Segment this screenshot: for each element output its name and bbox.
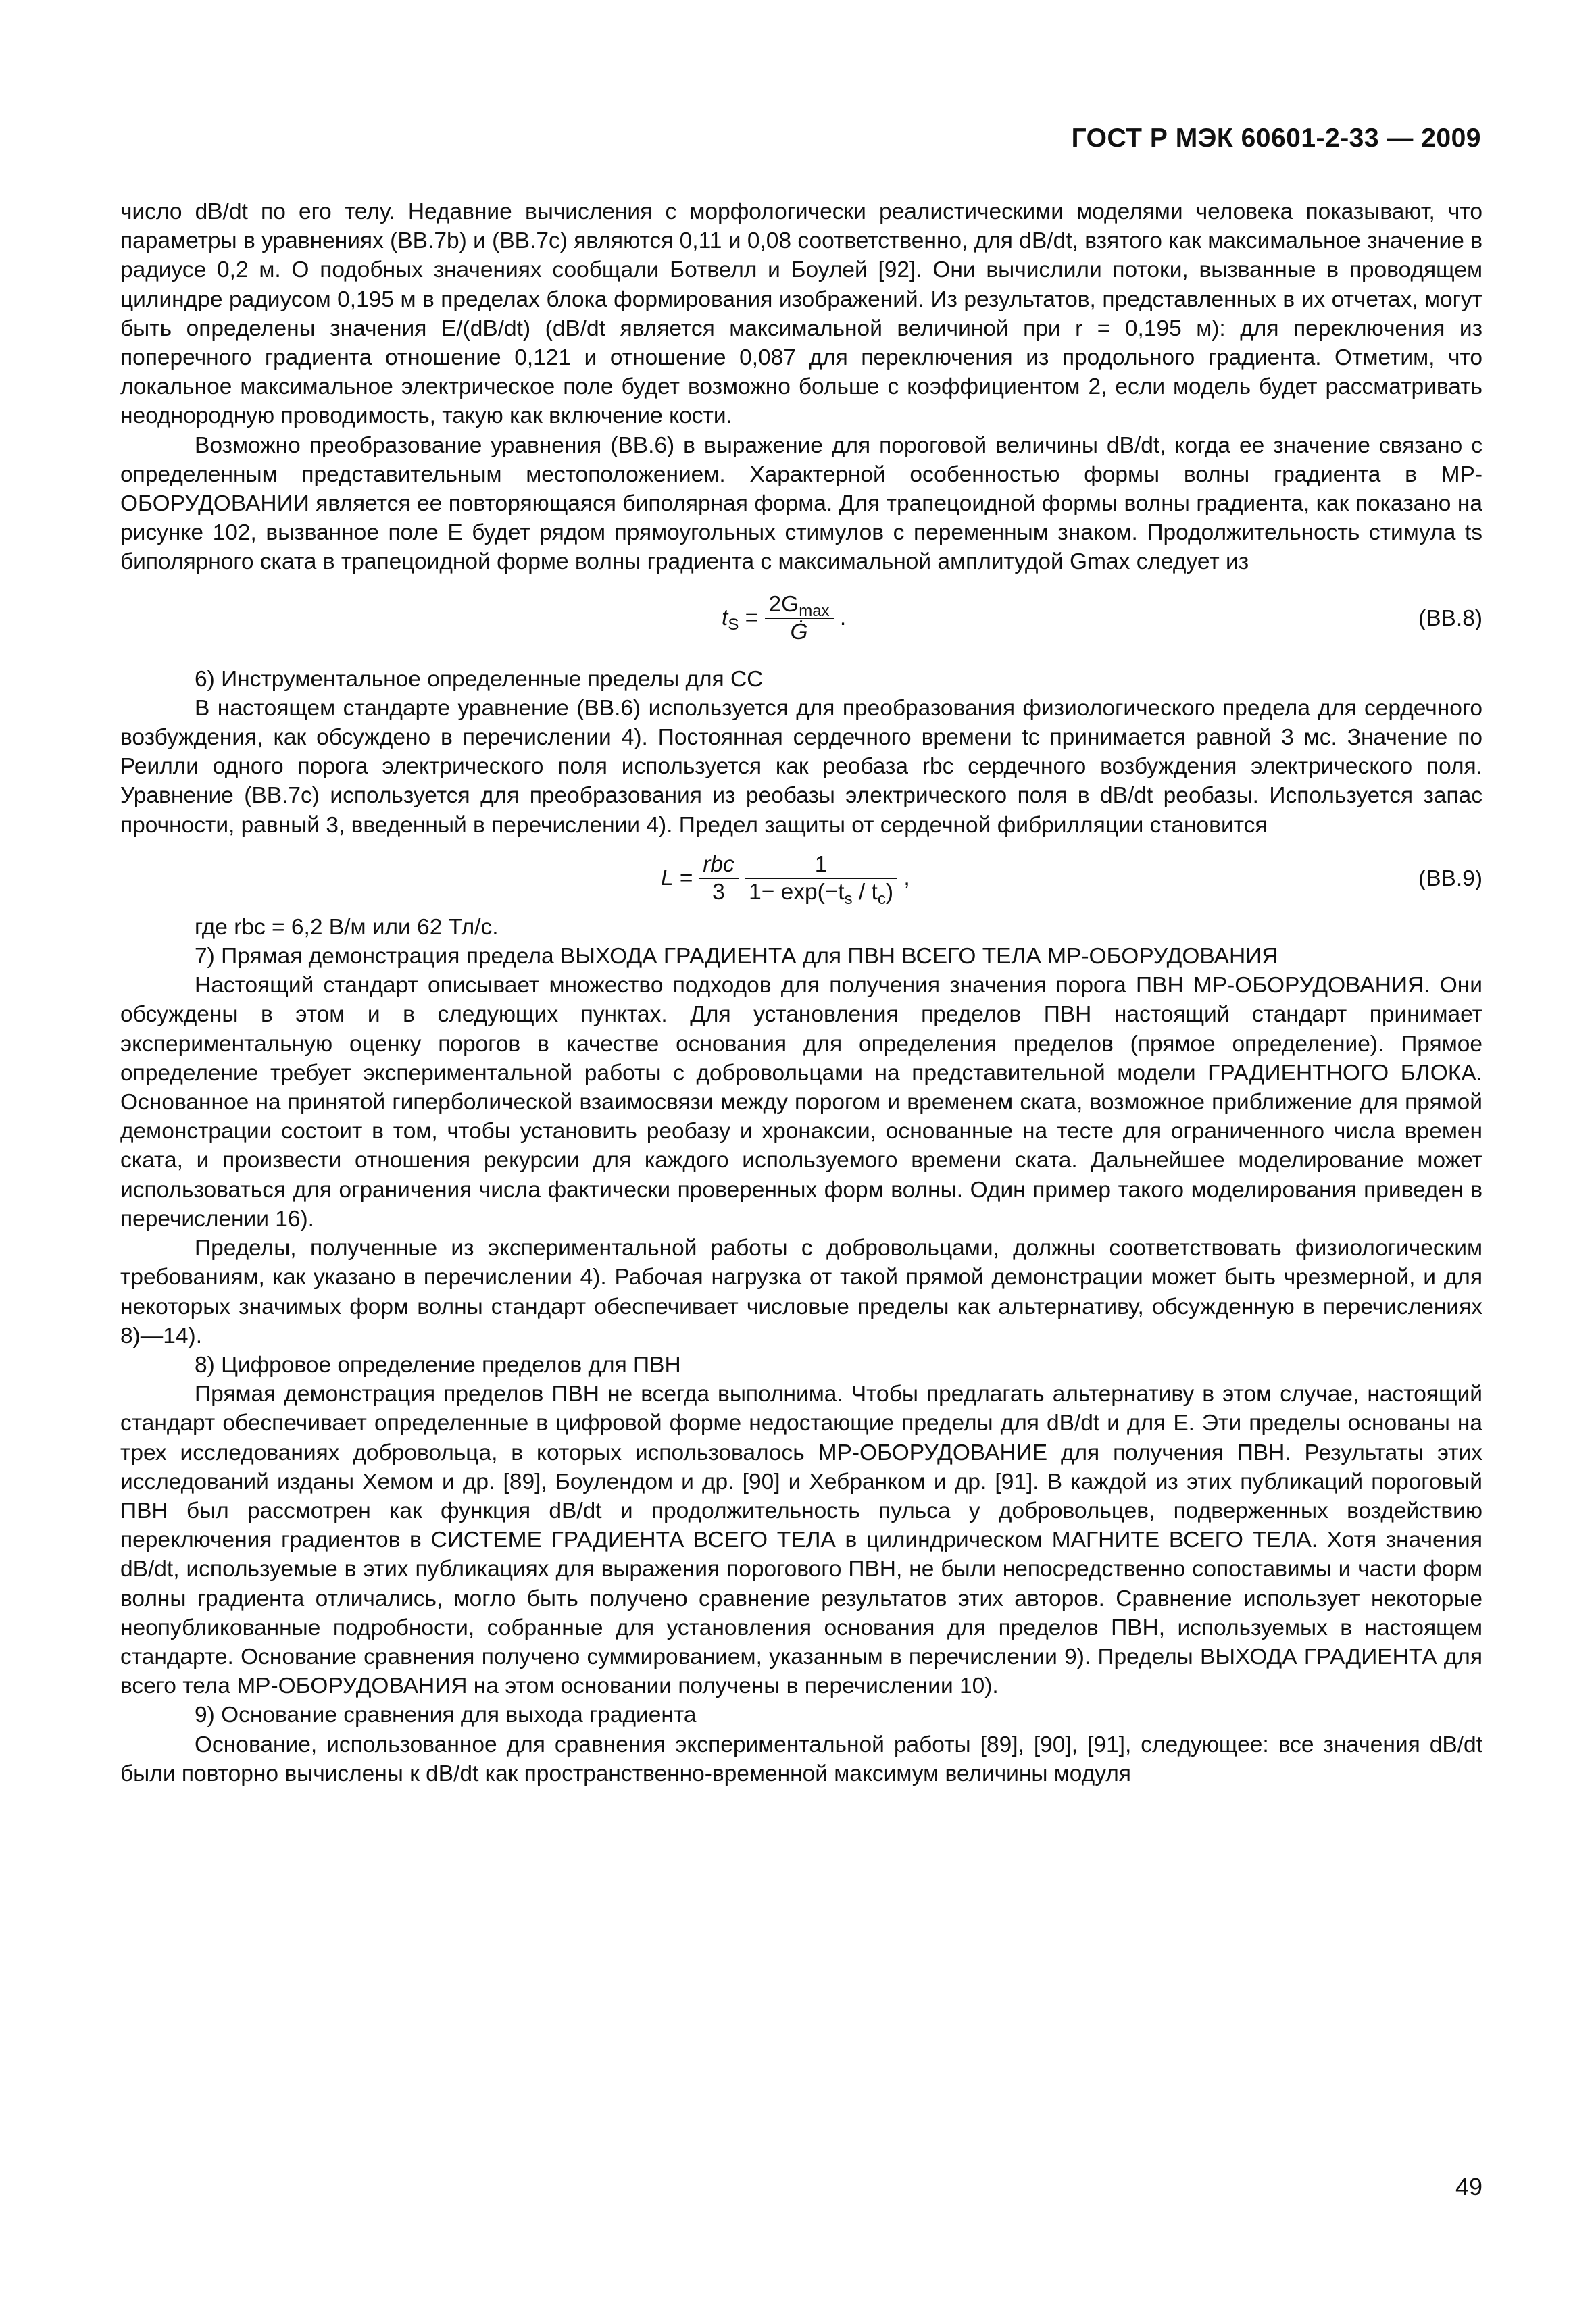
document-body	[120, 197, 1482, 1788]
paragraph: число dB/dt по его телу. Недавние вычисления с морфологически реалистическими моделями человека показывают, что параметры в уравнениях (BB.7b) и (BB.7c) являются 0,11 и 0,08 соответственно, для dB/dt, взятого как максимальное значение в радиусе 0,2 м. О подобных значениях сообщали Ботвелл и Боулей [92]. Они вычислили потоки, вызванные в проводящем цилиндре радиусом 0,195 м в пределах блока формирования изображений. Из результатов, представленных в их отчетах, могут быть определены значения E/(dB/dt) (dB/dt является максимальной величиной при r = 0,195 м): для переключения из поперечного градиента отношение 0,121 и отношение 0,087 для переключения из продольного градиента. Отметим, что локальное максимальное электрическое поле будет возможно больше с коэффициентом 2, если модель будет рассматривать неоднородную проводимость, такую как включение кости.	[120, 199, 1482, 429]
equation-bb8	[120, 577, 1482, 665]
formula-bb8: $t_S$ = $\frac{2G_{max}}{Ġ}$ .	[722, 591, 847, 645]
paragraph: Прямая демонстрация пределов ПВН не всегда выполнима. Чтобы предлагать альтернативу в этом случае, настоящий стандарт обеспечивает определенные в цифровой форме недостающие пределы для dB/dt и для E. Эти пределы основаны на трех исследованиях добровольца, в которых использовалось МР-ОБОРУДОВАНИЕ для получения ПВН. Результаты этих исследований изданы Хемом и др. [89], Боулендом и др. [90] и Хебранком и др. [91]. В каждой из этих публикаций пороговый ПВН был рассмотрен как функция dB/dt и продолжительность пульса у добровольцев, подверженных воздействию переключения градиентов в СИСТЕМЕ ГРАДИЕНТА ВСЕГО ТЕЛА в цилиндрическом МАГНИТЕ ВСЕГО ТЕЛА. Хотя значения dB/dt, используемые в этих публикациях для выражения порогового ПВН, не были непосредственно сопоставимы и части форм волны градиента отличались, могло быть получено сравнение результатов этих авторов. Сравнение использует некоторые неопубликованные подробности, собранные для установления основания для пределов ПВН, используемых в настоящем стандарте. Основание сравнения получено суммированием, указанным в перечислении 9). Пределы ВЫХОДА ГРАДИЕНТА для всего тела МР-ОБОРУДОВАНИЯ на этом основании получены в перечислении 10).	[120, 1382, 1482, 1699]
paragraph: Пределы, полученные из экспериментальной работы с добровольцами, должны соответствовать физиологическим требованиям, как указано в перечислении 4). Рабочая нагрузка от такой прямой демонстрации может быть чрезмерной, и для некоторых значимых форм волны стандарт обеспечивает числовые пределы как альтернативу, обсужденную в перечислениях 8)—14).	[120, 1236, 1482, 1349]
formula-bb9: L = $\frac{\text{rbc}}{3}$ $\frac{1}{1- \exp(-t_s / t_c)}$ ,	[661, 851, 910, 908]
paragraph: В настоящем стандарте уравнение (BB.6) используется для преобразования физиологического предела для сердечного возбуждения, как обсуждено в перечислении 4). Постоянная сердечного времени tc принимается равной 3 мс. Значение по Реилли одного порога электрического поля используется как реобаза rbc сердечного возбуждения электрического поля. Уравнение (BB.7c) используется для преобразования из реобазы электрического поля в dB/dt реобазы. Используется запас прочности, равный 3, введенный в перечислении 4). Предел защиты от сердечной фибрилляции становится	[120, 695, 1482, 838]
standard-header: ГОСТ Р МЭК 60601-2-33 — 2009	[1071, 124, 1481, 153]
section-heading: 9) Основание сравнения для выхода градиента	[195, 1703, 697, 1728]
paragraph: где rbc = 6,2 В/м или 62 Тл/с.	[195, 914, 499, 940]
page-number: 49	[1455, 2173, 1482, 2200]
equation-number: (BB.9)	[1418, 865, 1482, 891]
section-heading: 7) Прямая демонстрация предела ВЫХОДА ГРАДИЕНТА для ПВН ВСЕГО ТЕЛА МР-ОБОРУДОВАНИЯ	[195, 944, 1278, 970]
paragraph: Настоящий стандарт описывает множество подходов для получения значения порога ПВН МР-ОБОРУДОВАНИЯ. Они обсуждены в этом и в следующих пунктах. Для установления пределов ПВН настоящий стандарт принимает экспериментальную оценку порогов в качестве основания для определения пределов (прямое определение). Прямое определение требует экспериментальной работы с добровольцами на представительной модели ГРАДИЕНТНОГО БЛОКА. Основанное на принятой гиперболической взаимосвязи между порогом и временем ската, возможное приближение для прямой демонстрации состоит в том, чтобы установить реобазу и хронаксии, основанные на тесте для ограниченного числа времен ската, и произвести отношения рекурсии для каждого используемого времени ската. Дальнейшее моделирование может использоваться для ограничения числа фактически проверенных форм волны. Один пример такого моделирования приведен в перечислении 16).	[120, 973, 1482, 1232]
section-heading: 6) Инструментальное определенные пределы для СС	[195, 666, 764, 692]
section-heading: 8) Цифровое определение пределов для ПВН	[195, 1352, 681, 1378]
paragraph: Основание, использованное для сравнения экспериментальной работы [89], [90], [91], следующее: все значения dB/dt были повторно вычислены к dB/dt как пространственно-временной максимум величины модуля	[120, 1732, 1482, 1786]
paragraph: Возможно преобразование уравнения (BB.6) в выражение для пороговой величины dB/dt, когда ее значение связано с определенным представительным местоположением. Характерной особенностью формы волны градиента в МР-ОБОРУДОВАНИИ является ее повторяющаяся биполярная форма. Для трапецоидной формы волны градиента, как показано на рисунке 102, вызванное поле E будет рядом прямоугольных стимулов с переменным знаком. Продолжительность стимула ts биполярного ската в трапецоидной форме волны градиента с максимальной амплитудой Gmax следует из	[120, 432, 1482, 575]
equation-bb9	[120, 840, 1482, 913]
equation-number: (BB.8)	[1418, 605, 1482, 631]
